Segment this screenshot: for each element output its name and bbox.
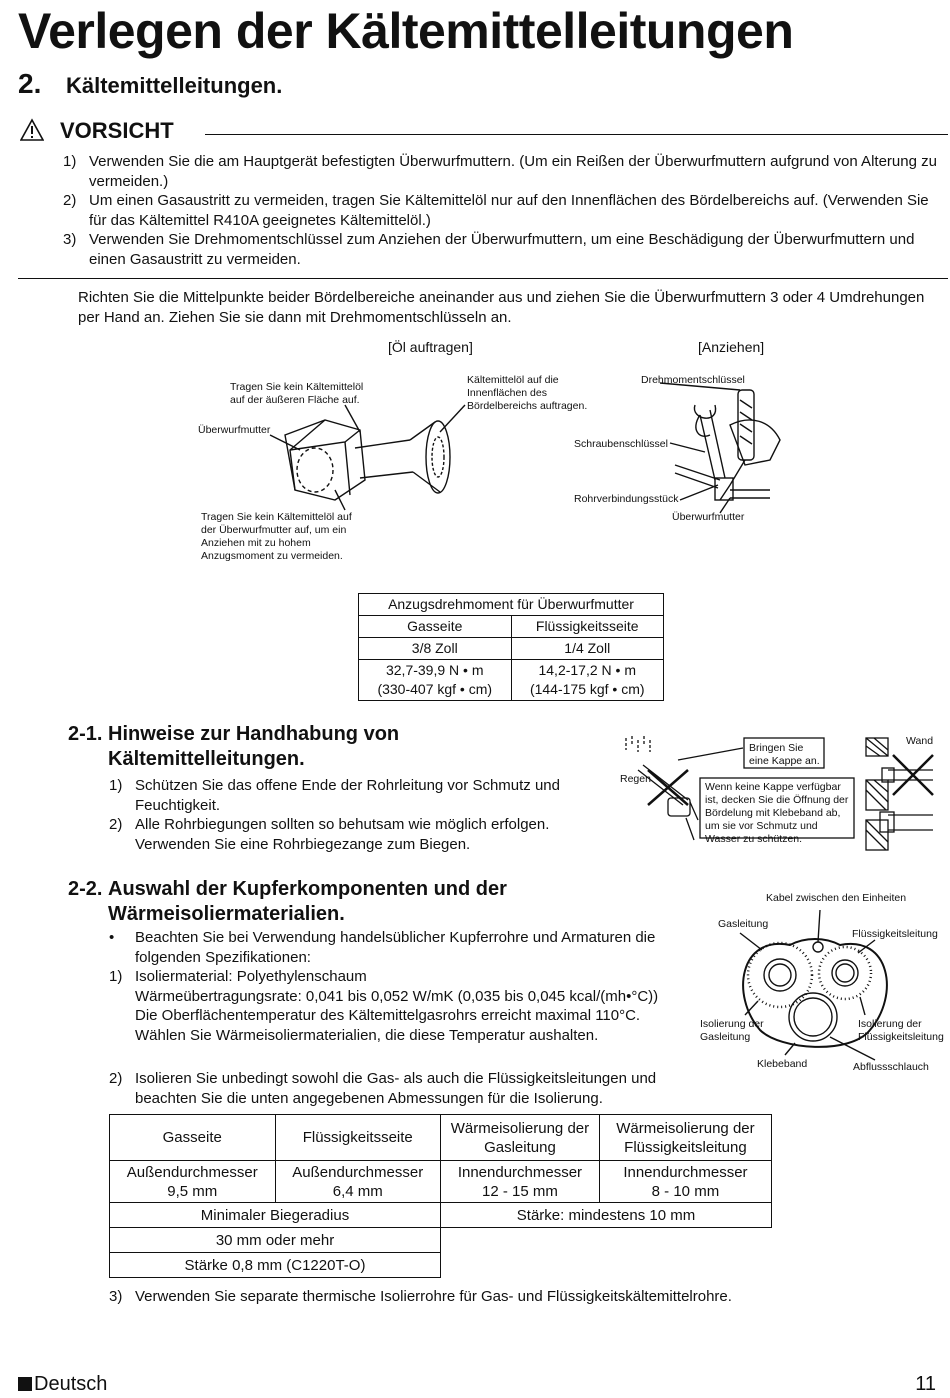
page-number: 11	[915, 1373, 936, 1395]
caption-tighten: [Anziehen]	[698, 339, 765, 355]
label-cable: Kabel zwischen den Einheiten	[766, 892, 907, 904]
section-22-list-2	[109, 1069, 709, 1108]
table-empty-cell	[441, 1228, 772, 1278]
section-22-heading: 2-2. Auswahl der Kupferkomponenten und der	[68, 878, 507, 900]
torque-table	[358, 593, 664, 701]
table-cell: Minimaler Biegeradius	[110, 1203, 441, 1228]
table-cell: Wärmeisolierung der Gasleitung	[441, 1115, 600, 1161]
table-cell: Außendurchmesser 6,4 mm	[275, 1161, 441, 1203]
label-tape: Wenn keine Kappe verfügbar ist, decken Sie die Öffnung der Bördelung mit Klebeband ab, um sie vor Schmutz und Wasser zu schützen.	[705, 781, 849, 845]
section-21-list	[109, 776, 589, 854]
table-cell: Stärke 0,8 mm (C1220T-O)	[110, 1253, 441, 1278]
label-cap: Bringen Sie eine Kappe an.	[749, 742, 820, 767]
section-21-heading-2: Kältemittelleitungen.	[108, 748, 305, 770]
insulation-table	[109, 1114, 772, 1278]
caution-list	[63, 152, 943, 270]
caution-item: 3) Verwenden Sie Drehmomentschlüssel zum Anziehen der Überwurfmuttern, um eine Beschädigung der Überwurfmuttern und einen Gasaustritt zu vermeiden.	[63, 231, 915, 268]
label-gas-line: Gasleitung	[718, 918, 769, 930]
table-cell: 1/4 Zoll	[511, 638, 664, 660]
caution-rule	[205, 134, 948, 135]
warning-icon	[20, 118, 44, 142]
table-cell: Innendurchmesser 8 - 10 mm	[599, 1161, 771, 1203]
label-no-outer-oil: Tragen Sie kein Kältemittelöl auf der äußeren Fläche auf.	[230, 381, 364, 406]
label-liquid-insulation: Isolierung der Flüssigkeitsleitung	[858, 1018, 944, 1043]
label-rain: Regen	[620, 773, 651, 785]
divider	[18, 278, 948, 279]
label-tape-2: Klebeband	[757, 1058, 808, 1070]
caution-label: VORSICHT	[60, 118, 180, 144]
list-item: 2) Alle Rohrbiegungen sollten so behutsam wie möglich erfolgen. Verwenden Sie eine Rohrbiegezange zum Biegen.	[109, 816, 550, 853]
list-item: 1) Schützen Sie das offene Ende der Rohrleitung vor Schmutz und Feuchtigkeit.	[109, 777, 560, 814]
label-spanner: Schraubenschlüssel	[574, 438, 668, 450]
table-cell: Flüssigkeitsseite	[511, 616, 664, 638]
section-heading	[18, 68, 282, 100]
table-cell: Außendurchmesser 9,5 mm	[110, 1161, 276, 1203]
label-union: Rohrverbindungsstück	[574, 493, 679, 505]
label-liquid-line: Flüssigkeitsleitung	[852, 928, 938, 940]
section-number: 2.	[18, 68, 42, 99]
list-item: 3) Verwenden Sie separate thermische Isolierrohre für Gas- und Flüssigkeitskältemittelrohre.	[109, 1288, 732, 1305]
table-cell: Flüssigkeitsseite	[275, 1115, 441, 1161]
bullet-item: • Beachten Sie bei Verwendung handelsüblicher Kupferrohre und Armaturen die folgenden Spezifikationen:	[109, 929, 656, 966]
table-cell: Gasseite	[110, 1115, 276, 1161]
caution-item: 1) Verwenden Sie die am Hauptgerät befestigten Überwurfmuttern. (Um ein Reißen der Überwurfmuttern aufgrund von Alterung zu vermeiden.)	[63, 153, 937, 190]
page-title: Verlegen der Kältemittelleitungen	[18, 3, 794, 59]
section-22-list-3	[109, 1287, 809, 1307]
intro-text: Richten Sie die Mittelpunkte beider Bördelbereiche aneinander aus und ziehen Sie die Überwurfmuttern 3 oder 4 Umdrehungen per Hand an. Ziehen Sie sie dann mit Drehmomentschlüsseln an.	[78, 289, 925, 326]
label-gas-insulation: Isolierung der Gasleitung	[700, 1018, 764, 1043]
table-cell: Stärke: mindestens 10 mm	[441, 1203, 772, 1228]
table-cell: Innendurchmesser 12 - 15 mm	[441, 1161, 600, 1203]
section-21-heading: 2-1. Hinweise zur Handhabung von	[68, 723, 400, 745]
table-cell: Gasseite	[359, 616, 512, 638]
label-drain-hose: Abflussschlauch	[853, 1061, 929, 1073]
caution-header	[20, 118, 948, 146]
table-cell: 3/8 Zoll	[359, 638, 512, 660]
footer-language: Deutsch	[18, 1373, 107, 1396]
label-no-nut-oil: Tragen Sie kein Kältemittelöl auf der Überwurfmutter auf, um ein Anziehen mit zu hohem Anzugsmoment zu vermeiden.	[201, 511, 352, 562]
label-flare-nut: Überwurfmutter	[198, 424, 271, 436]
table-cell: 30 mm oder mehr	[110, 1228, 441, 1253]
caption-oil: [Öl auftragen]	[388, 339, 473, 355]
section-22-heading-2: Wärmeisoliermaterialien.	[108, 903, 345, 925]
section-22-list	[109, 928, 699, 1046]
list-item: 2) Isolieren Sie unbedingt sowohl die Gas- als auch die Flüssigkeitsleitungen und beachten Sie die unten angegebenen Abmessungen für die Isolierung.	[109, 1070, 657, 1107]
caution-item: 2) Um einen Gasaustritt zu vermeiden, tragen Sie Kältemittelöl nur auf den Innenflächen des Bördelbereichs auf. (Verwenden Sie für das Kältemittel R410A geeignetes Kältemittelöl.)	[63, 192, 929, 229]
square-icon	[18, 1377, 32, 1391]
label-wall: Wand	[906, 735, 934, 747]
torque-table-header: Anzugsdrehmoment für Überwurfmutter	[359, 594, 664, 616]
section-title: Kältemittelleitungen.	[66, 73, 283, 98]
label-inner-oil: Kältemittelöl auf die Innenflächen des Bördelbereichs auftragen.	[467, 374, 588, 412]
label-torque-wrench: Drehmomentschlüssel	[641, 374, 745, 386]
table-cell: 32,7-39,9 N • m (330-407 kgf • cm)	[359, 660, 512, 701]
label-flare-nut-2: Überwurfmutter	[672, 511, 745, 523]
table-cell: 14,2-17,2 N • m (144-175 kgf • cm)	[511, 660, 664, 701]
list-item: 1) Isoliermaterial: Polyethylenschaum Wärmeübertragungsrate: 0,041 bis 0,052 W/mK (0,035 bis 0,045 kcal/(mh•°C)) Die Oberflächentemperatur des Kältemittelgasrohrs erreicht maximal 110°C. Wählen Sie Wärmeisoliermaterialien, die diese Temperatur aushalten.	[109, 968, 659, 1044]
table-cell: Wärmeisolierung der Flüssigkeitsleitung	[599, 1115, 771, 1161]
